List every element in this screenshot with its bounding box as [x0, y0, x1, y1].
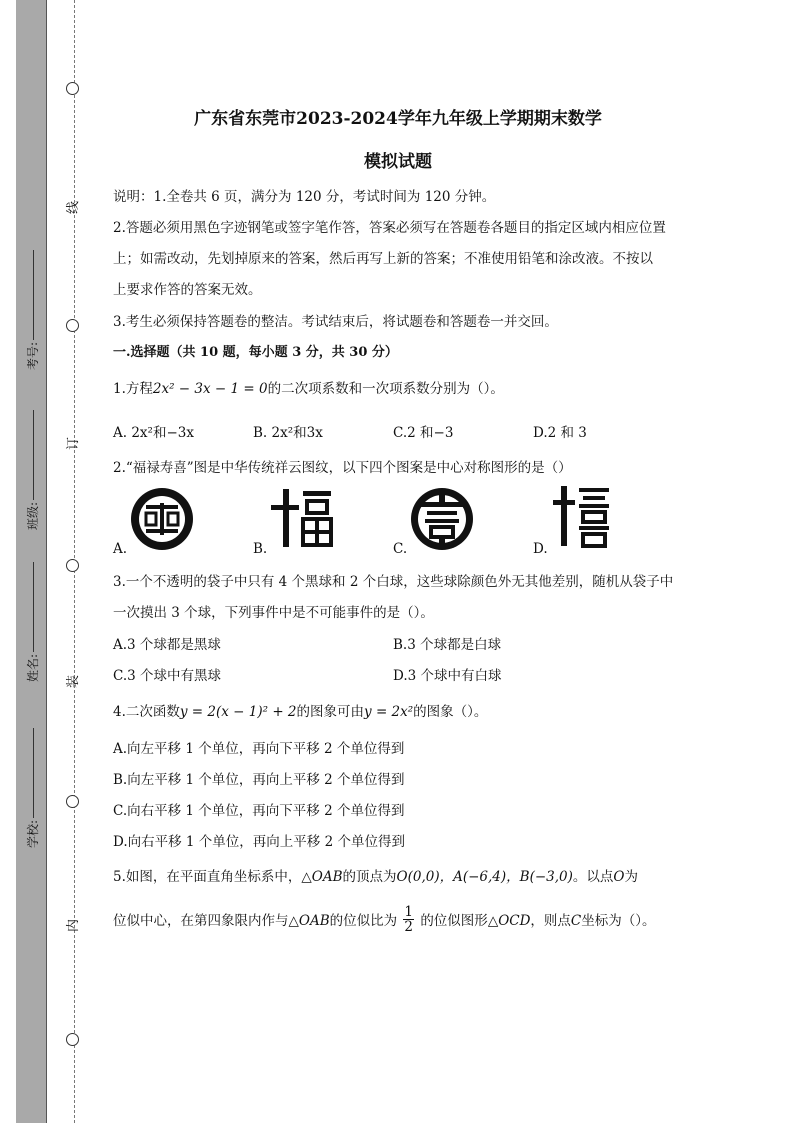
binding-char-ding: 订	[66, 436, 82, 451]
binding-char-xian: 线	[66, 200, 82, 215]
q4-option-d[interactable]: D.向右平移 1 个单位，再向上平移 2 个单位得到	[113, 834, 405, 850]
q1-option-c[interactable]: C.2 和−3	[393, 425, 454, 441]
intro-line: 2.答题必须用黑色字迹钢笔或签字笔作答，答案必须写在答题卷各题目的指定区域内相应位置	[113, 220, 666, 236]
q1-option-b[interactable]: B. 2x²和3x	[253, 425, 323, 441]
binding-hole	[66, 82, 79, 95]
binding-hole	[66, 1033, 79, 1046]
section-heading: 一.选择题（共 10 题，每小题 3 分，共 30 分）	[113, 345, 398, 360]
q4-option-a[interactable]: A.向左平移 1 个单位，再向下平移 2 个单位得到	[113, 741, 405, 757]
binding-border-line	[46, 0, 47, 1123]
page-subtitle: 模拟试题	[364, 152, 432, 172]
intro-line: 说明：1.全卷共 6 页，满分为 120 分，考试时间为 120 分钟。	[113, 189, 496, 205]
question-5-line: 位似中心，在第四象限内作与△OAB的位似比为 $\frac{1}{2}$ 的位似图形△OCD，则点C坐标为（）。	[113, 904, 656, 935]
lu-emblem-icon	[129, 486, 195, 552]
intro-line: 上；如需改动，先划掉原来的答案，然后再写上新的答案；不准使用铅笔和涂改液。不按以	[113, 251, 653, 267]
intro-line: 3.考生必须保持答题卷的整洁。考试结束后，将试题卷和答题卷一并交回。	[113, 314, 558, 330]
q3-option-a[interactable]: A.3 个球都是黑球	[113, 637, 221, 653]
binding-char-zhuang: 装	[66, 674, 82, 689]
q3-option-c[interactable]: C.3 个球中有黑球	[113, 668, 222, 684]
exam-number-field[interactable]: 考号:	[24, 250, 41, 370]
binding-char-nei: 内	[66, 918, 82, 933]
q2-option-d[interactable]: D.	[533, 541, 548, 557]
binding-hole	[66, 319, 79, 332]
page-title: 广东省东莞市2023-2024学年九年级上学期期末数学	[194, 109, 602, 129]
q4-option-c[interactable]: C.向右平移 1 个单位，再向下平移 2 个单位得到	[113, 803, 405, 819]
question-3-line: 一次摸出 3 个球，下列事件中是不可能事件的是（）。	[113, 605, 434, 621]
fraction: $\frac{1}{2}$	[404, 904, 414, 935]
q1-option-d[interactable]: D.2 和 3	[533, 425, 587, 441]
binding-hole	[66, 559, 79, 572]
q4-option-b[interactable]: B.向左平移 1 个单位，再向上平移 2 个单位得到	[113, 772, 405, 788]
binding-hole	[66, 795, 79, 808]
xi-emblem-icon	[551, 484, 613, 550]
q1-option-a[interactable]: A. 2x²和−3x	[113, 425, 194, 441]
question-3-line: 3.一个不透明的袋子中只有 4 个黑球和 2 个白球，这些球除颜色外无其他差别，随机从袋子中	[113, 574, 674, 590]
name-field[interactable]: 姓名:	[24, 562, 41, 682]
school-field[interactable]: 学校:	[24, 728, 41, 848]
q3-option-d[interactable]: D.3 个球中有白球	[393, 668, 502, 684]
question-1: 1.方程2x² − 3x − 1 = 0的二次项系数和一次项系数分别为（）。	[113, 381, 504, 397]
class-field[interactable]: 班级:	[24, 410, 41, 530]
intro-line: 上要求作答的答案无效。	[113, 282, 262, 298]
fu-emblem-icon	[269, 485, 335, 551]
q2-option-b[interactable]: B.	[253, 541, 268, 557]
question-4: 4.二次函数y = 2(x − 1)² + 2的图象可由y = 2x²的图象（）。	[113, 704, 488, 720]
q3-option-b[interactable]: B.3 个球都是白球	[393, 637, 502, 653]
q2-option-a[interactable]: A.	[113, 541, 128, 557]
question-2: 2.“福禄寿喜”图是中华传统祥云图纹，以下四个图案是中心对称图形的是（）	[113, 460, 572, 476]
question-5-line: 5.如图，在平面直角坐标系中，△OAB的顶点为O(0,0)，A(−6,4)，B(−3,0)。以点O为	[113, 869, 638, 885]
q2-option-c[interactable]: C.	[393, 541, 408, 557]
shou-emblem-icon	[409, 486, 475, 552]
